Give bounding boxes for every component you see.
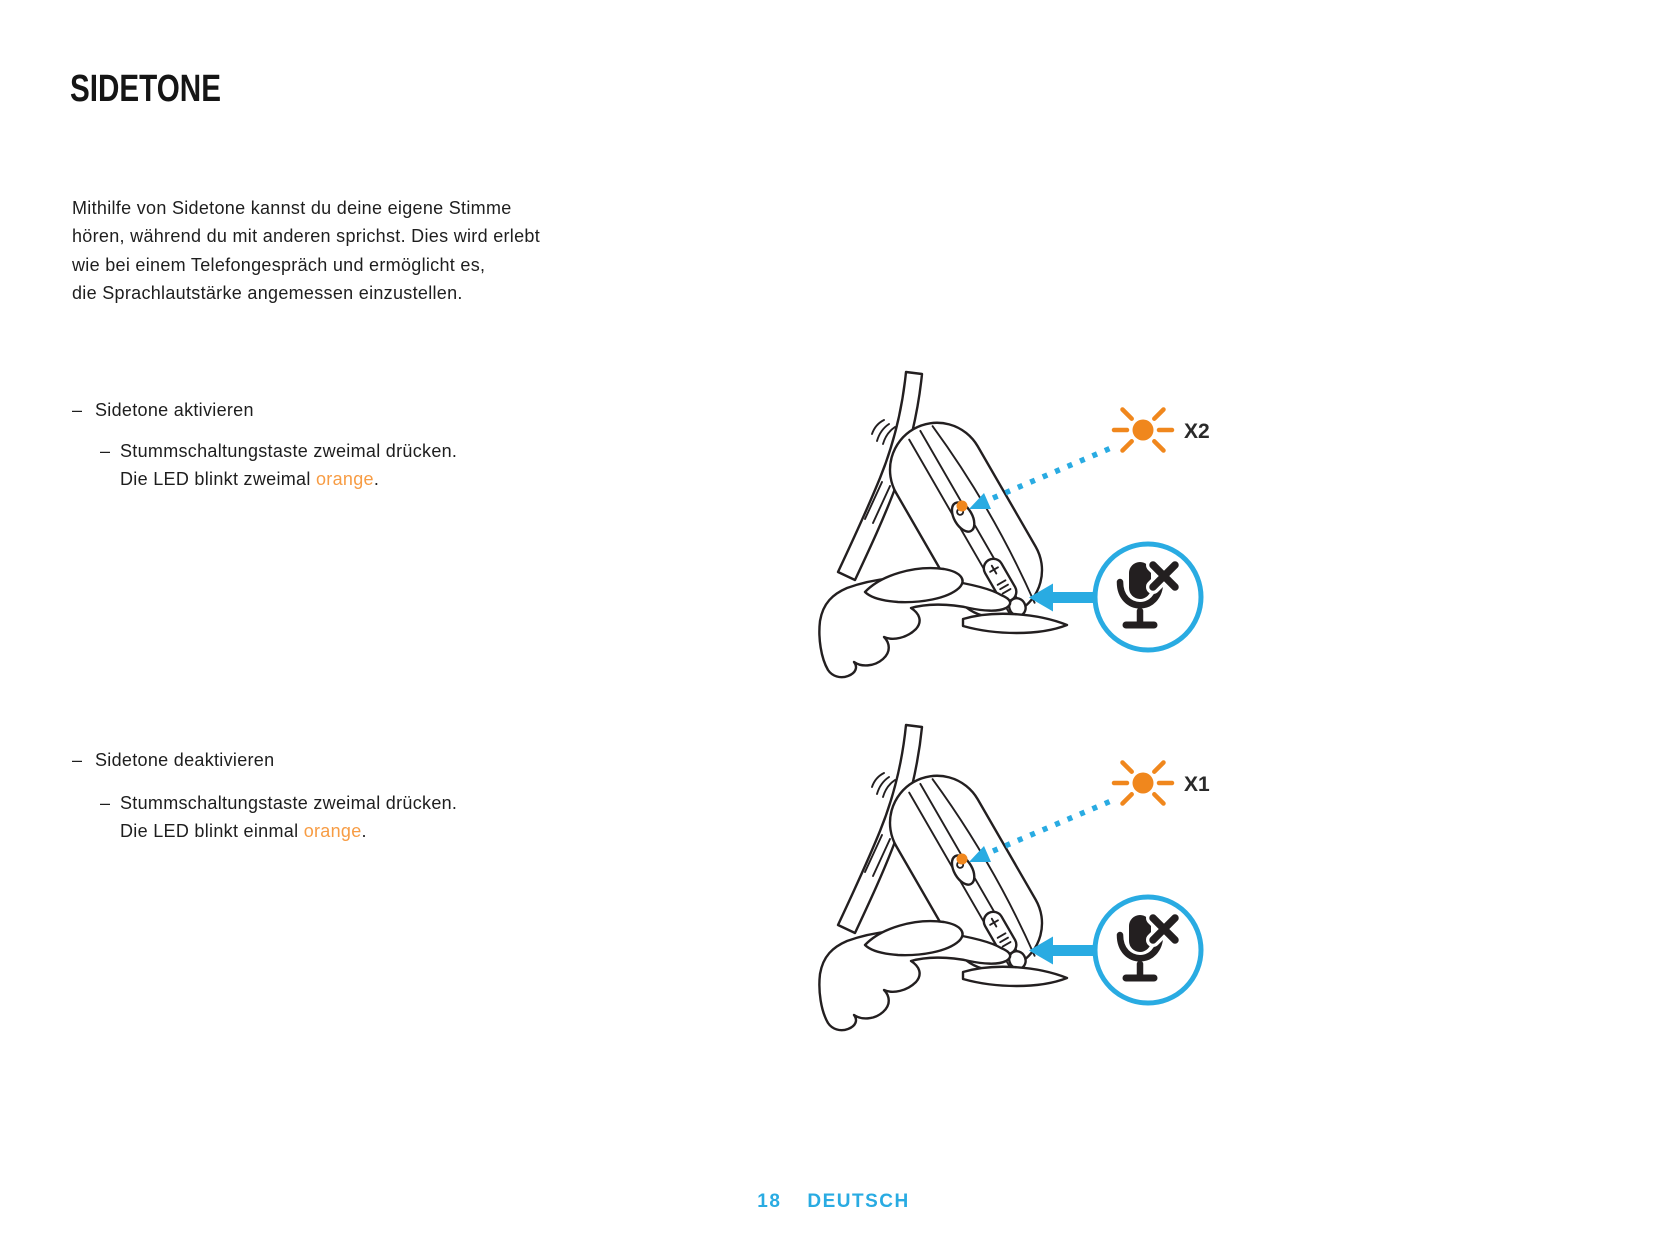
list-marker: –: [100, 793, 111, 813]
blink-count-label: X1: [1184, 773, 1210, 796]
result-text: [120, 817, 457, 845]
result-prefix: Die LED blinkt zweimal: [120, 469, 316, 490]
instruction-text: Stummschaltungstaste zweimal drücken.: [120, 441, 458, 461]
sub-item-text: [120, 437, 457, 494]
page-title: SIDETONE: [70, 68, 221, 110]
intro-line: die Sprachlautstärke angemessen einzustellen.: [72, 283, 463, 304]
list-marker: –: [72, 750, 83, 770]
list-item-label: Sidetone aktivieren: [95, 400, 254, 420]
orange-highlight: orange: [303, 821, 362, 842]
sub-item-text: [120, 789, 457, 846]
orange-highlight: orange: [315, 469, 374, 490]
result-prefix: Die LED blinkt einmal: [120, 821, 304, 842]
list-item-sidetone-activate: [72, 396, 254, 424]
intro-line: Mithilfe von Sidetone kannst du deine eigene Stimme: [72, 198, 512, 218]
list-item-sidetone-deactivate: [72, 746, 274, 774]
sub-list-item-activate: [100, 437, 457, 494]
instruction-text: Stummschaltungstaste zweimal drücken.: [120, 793, 458, 813]
headset-illustration: [819, 725, 1201, 1030]
illustration-sidetone-deactivate: [785, 723, 1215, 1023]
language-label: DEUTSCH: [807, 1191, 910, 1212]
result-suffix: .: [373, 469, 380, 490]
list-marker: –: [72, 400, 83, 420]
page-footer: [0, 1191, 1667, 1213]
list-item-label: Sidetone deaktivieren: [95, 750, 275, 770]
intro-paragraph: [72, 194, 540, 308]
result-suffix: .: [361, 821, 367, 842]
intro-line: wie bei einem Telefongespräch und ermöglicht es,: [72, 254, 486, 275]
blink-count-label: X2: [1184, 420, 1210, 443]
headset-illustration: [819, 372, 1201, 677]
intro-line: hören, während du mit anderen sprichst. Dies wird erlebt: [72, 226, 541, 247]
illustration-sidetone-activate: [785, 370, 1215, 670]
result-text: [120, 465, 457, 493]
page-number: 18: [757, 1191, 782, 1212]
list-marker: –: [100, 441, 111, 461]
sub-list-item-deactivate: [100, 789, 457, 846]
